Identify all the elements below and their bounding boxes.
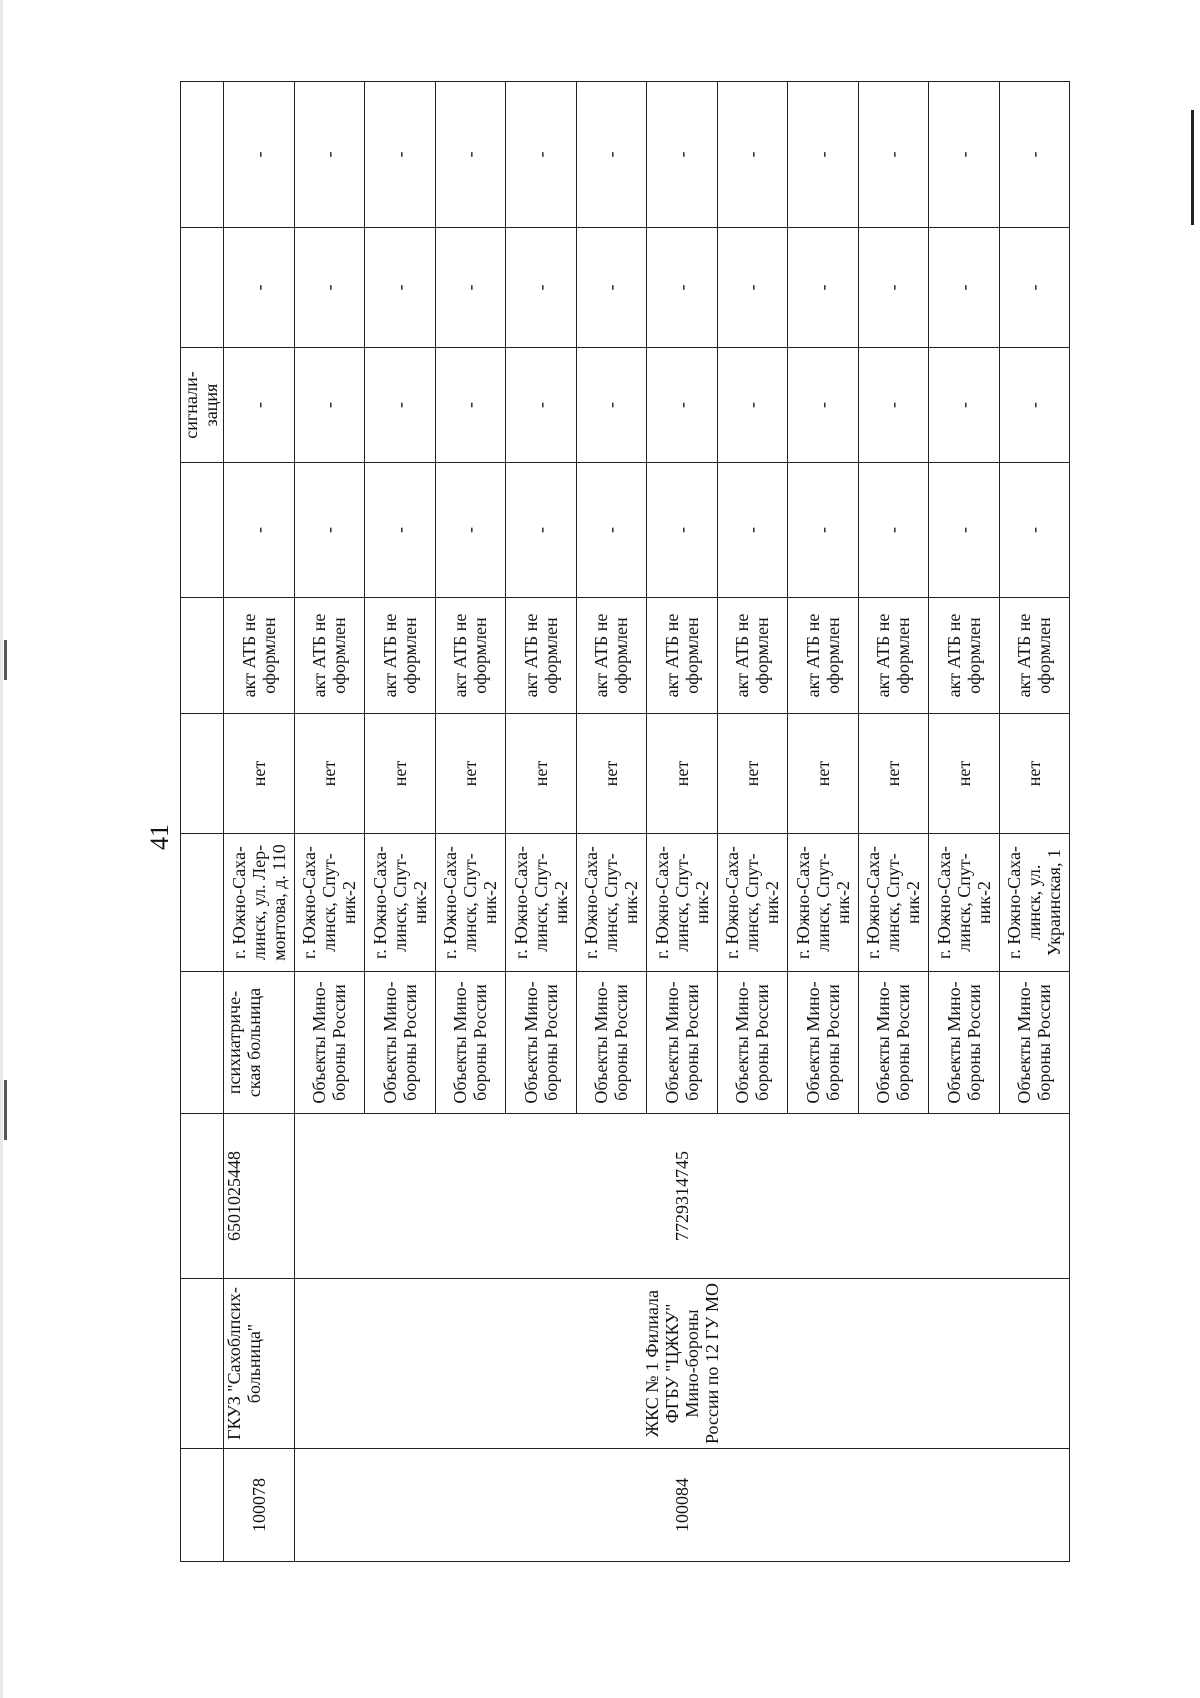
act-status: акт АТБ не оформлен [224, 598, 295, 714]
object-type: Объекты Мино-бороны России [576, 972, 647, 1114]
object-type: Объекты Мино-бороны России [858, 972, 929, 1114]
object-type: Объекты Мино-бороны России [506, 972, 577, 1114]
value-cell: - [858, 228, 929, 348]
flag: нет [717, 714, 788, 834]
value-cell: - [788, 348, 859, 463]
act-status: акт АТБ не оформлен [365, 598, 436, 714]
flag: нет [788, 714, 859, 834]
value-cell: - [506, 82, 577, 228]
act-status: акт АТБ не оформлен [647, 598, 718, 714]
header-row [181, 82, 224, 1562]
flag: нет [365, 714, 436, 834]
value-cell: - [365, 228, 436, 348]
value-cell: - [647, 82, 718, 228]
value-cell: - [435, 82, 506, 228]
act-status: акт АТБ не оформлен [506, 598, 577, 714]
object-type: Объекты Мино-бороны России [999, 972, 1070, 1114]
flag: нет [858, 714, 929, 834]
flag: нет [999, 714, 1070, 834]
value-cell: - [224, 463, 295, 598]
act-status: акт АТБ не оформлен [435, 598, 506, 714]
object-type: Объекты Мино-бороны России [788, 972, 859, 1114]
address: г. Южно-Саха-линск, Спут-ник-2 [929, 834, 1000, 972]
value-cell: - [435, 228, 506, 348]
value-cell: - [576, 82, 647, 228]
value-cell: - [788, 228, 859, 348]
act-status: акт АТБ не оформлен [788, 598, 859, 714]
address: г. Южно-Саха-линск, Спут-ник-2 [717, 834, 788, 972]
value-cell: - [224, 348, 295, 463]
flag: нет [506, 714, 577, 834]
organization-name: ЖКС № 1 Филиала ФГБУ "ЦЖКУ" Мино-бороны России по 12 ГУ МО [294, 1279, 1070, 1449]
value-cell: - [717, 82, 788, 228]
address: г. Южно-Саха-линск, Спут-ник-2 [647, 834, 718, 972]
data-table [180, 81, 1070, 1562]
header-cell [181, 972, 224, 1114]
object-type: Объекты Мино-бороны России [647, 972, 718, 1114]
value-cell: - [435, 348, 506, 463]
inn: 7729314745 [294, 1114, 1070, 1279]
act-status: акт АТБ не оформлен [929, 598, 1000, 714]
scan-edge-left [0, 0, 3, 1698]
record-number: 100084 [294, 1449, 1070, 1562]
scan-mark [4, 640, 7, 680]
value-cell: - [224, 228, 295, 348]
value-cell: - [717, 228, 788, 348]
header-cell [181, 228, 224, 348]
value-cell: - [576, 348, 647, 463]
value-cell: - [294, 463, 365, 598]
act-status: акт АТБ не оформлен [294, 598, 365, 714]
flag: нет [576, 714, 647, 834]
value-cell: - [717, 463, 788, 598]
inn: 6501025448 [224, 1114, 295, 1279]
header-cell [181, 714, 224, 834]
header-cell [181, 82, 224, 228]
value-cell: - [858, 82, 929, 228]
header-cell [181, 463, 224, 598]
address: г. Южно-Саха-линск, Спут-ник-2 [858, 834, 929, 972]
value-cell: - [365, 348, 436, 463]
value-cell: - [506, 348, 577, 463]
flag: нет [294, 714, 365, 834]
rotated-table-container [180, 82, 1070, 1562]
value-cell: - [365, 463, 436, 598]
object-type: Объекты Мино-бороны России [294, 972, 365, 1114]
value-cell: - [858, 463, 929, 598]
header-cell [181, 1279, 224, 1449]
value-cell: - [647, 463, 718, 598]
value-cell: - [294, 82, 365, 228]
value-cell: - [999, 348, 1070, 463]
value-cell: - [294, 228, 365, 348]
value-cell: - [858, 348, 929, 463]
record-number: 100078 [224, 1449, 295, 1562]
act-status: акт АТБ не оформлен [999, 598, 1070, 714]
value-cell: - [929, 348, 1000, 463]
address: г. Южно-Саха-линск, Спут-ник-2 [506, 834, 577, 972]
address: г. Южно-Саха-линск, Спут-ник-2 [788, 834, 859, 972]
table-row [294, 82, 365, 1562]
act-status: акт АТБ не оформлен [717, 598, 788, 714]
act-status: акт АТБ не оформлен [858, 598, 929, 714]
object-type: Объекты Мино-бороны России [929, 972, 1000, 1114]
value-cell: - [929, 228, 1000, 348]
flag: нет [224, 714, 295, 834]
flag: нет [435, 714, 506, 834]
object-type: Объекты Мино-бороны России [365, 972, 436, 1114]
header-cell [181, 1449, 224, 1562]
value-cell: - [717, 348, 788, 463]
value-cell: - [999, 463, 1070, 598]
address: г. Южно-Саха-линск, Спут-ник-2 [435, 834, 506, 972]
header-cell [181, 834, 224, 972]
flag: нет [929, 714, 1000, 834]
object-type: Объекты Мино-бороны России [435, 972, 506, 1114]
header-cell [181, 598, 224, 714]
value-cell: - [576, 228, 647, 348]
value-cell: - [788, 82, 859, 228]
address: г. Южно-Саха-линск, Спут-ник-2 [365, 834, 436, 972]
act-status: акт АТБ не оформлен [576, 598, 647, 714]
value-cell: - [224, 82, 295, 228]
address: г. Южно-Саха-линск, ул. Украинская, 1 [999, 834, 1070, 972]
value-cell: - [929, 82, 1000, 228]
value-cell: - [788, 463, 859, 598]
page-number: 41 [145, 824, 174, 850]
scan-mark [4, 1080, 7, 1140]
value-cell: - [506, 463, 577, 598]
value-cell: - [647, 348, 718, 463]
address: г. Южно-Саха-линск, Спут-ник-2 [576, 834, 647, 972]
header-cell [181, 1114, 224, 1279]
value-cell: - [365, 82, 436, 228]
value-cell: - [647, 228, 718, 348]
value-cell: - [999, 82, 1070, 228]
value-cell: - [576, 463, 647, 598]
address: г. Южно-Саха-линск, Спут-ник-2 [294, 834, 365, 972]
value-cell: - [999, 228, 1070, 348]
value-cell: - [929, 463, 1000, 598]
value-cell: - [506, 228, 577, 348]
value-cell: - [435, 463, 506, 598]
object-type: психиатриче-ская больница [224, 972, 295, 1114]
scan-edge-right [1191, 110, 1194, 225]
organization-name: ГКУЗ "Сахоблпсих-больница" [224, 1279, 295, 1449]
object-type: Объекты Мино-бороны России [717, 972, 788, 1114]
flag: нет [647, 714, 718, 834]
address: г. Южно-Саха-линск, ул. Лер-монтова, д. 110 [224, 834, 295, 972]
value-cell: - [294, 348, 365, 463]
header-cell-signalization: сигнали- зация [181, 348, 224, 463]
table-row [224, 82, 295, 1562]
